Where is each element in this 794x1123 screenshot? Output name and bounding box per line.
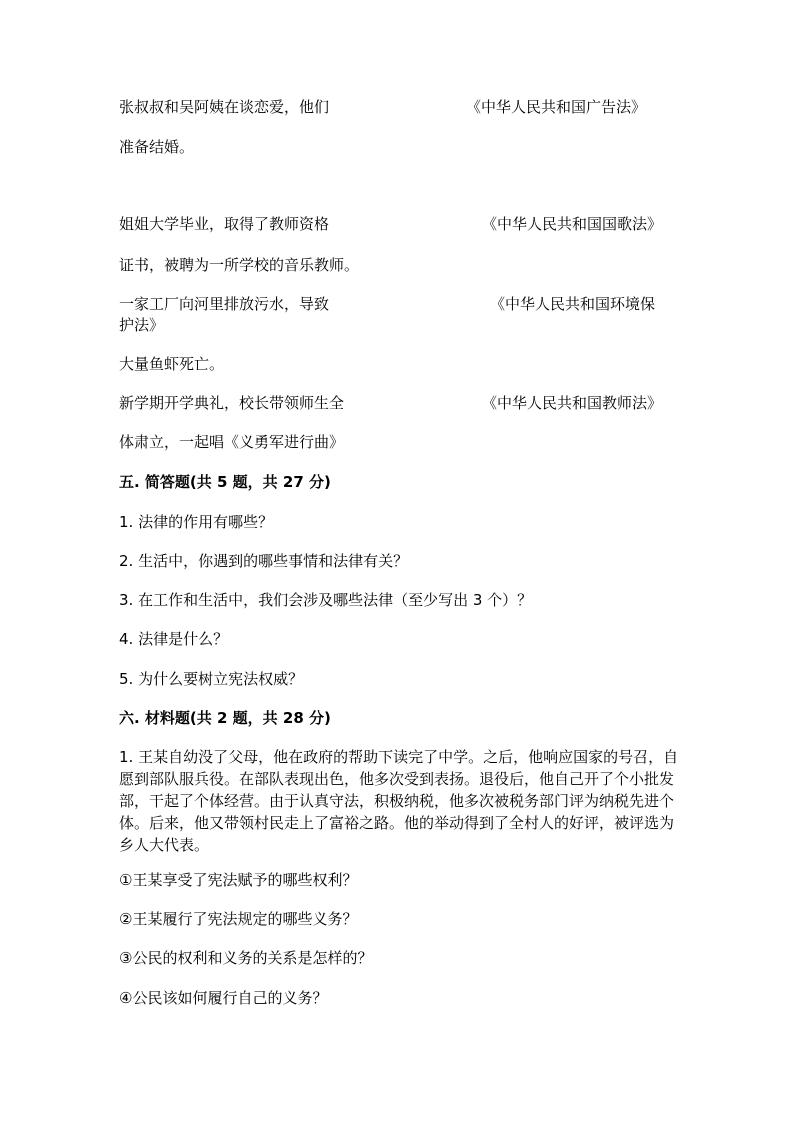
match-row2-left-line1: 姐姐大学毕业，取得了教师资格 <box>119 215 330 233</box>
match-row4-left-line2: 体肃立，一起唱《义勇军进行曲》 <box>119 433 345 451</box>
match-row1-left-line2: 准备结婚。 <box>119 138 195 156</box>
section5-question-2: 2. 生活中，你遇到的哪些事情和法律有关？ <box>119 552 409 570</box>
section6-material-paragraph: 1. 王某自幼没了父母，他在政府的帮助下读完了中学。之后，他响应国家的号召，自愿到部队服兵役。在部队表现出色，他多次受到表扬。退役后，他自己开了个小批发部，干起了个体经营。由于认真守法，积极纳税，他多次被税务部门评为纳税先进个体。后来，他又带领村民走上了富裕之路。他的举动得到了全村人的好评，被评选为乡人大代表。 <box>119 748 679 854</box>
section6-subquestion-2: ②王某履行了宪法规定的哪些义务？ <box>119 910 358 928</box>
section5-question-5: 5. 为什么要树立宪法权威？ <box>119 670 304 688</box>
match-row2-left-line2: 证书，被聘为一所学校的音乐教师。 <box>119 256 360 274</box>
section5-question-3: 3. 在工作和生活中，我们会涉及哪些法律（至少写出 3 个）？ <box>119 591 533 609</box>
match-row3-right-line2: 护法》 <box>119 316 165 334</box>
section6-subquestion-3: ③公民的权利和义务的关系是怎样的？ <box>119 949 373 967</box>
section6-title: 六. 材料题(共 2 题，共 28 分) <box>119 709 331 727</box>
match-row2-right: 《中华人民共和国国歌法》 <box>482 215 663 233</box>
section6-subquestion-4: ④公民该如何履行自己的义务？ <box>119 989 328 1007</box>
section5-question-1: 1. 法律的作用有哪些？ <box>119 513 274 531</box>
match-row4-left-line1: 新学期开学典礼，校长带领师生全 <box>119 394 345 412</box>
match-row1-left-line1: 张叔叔和吴阿姨在谈恋爱，他们 <box>119 98 330 116</box>
match-row4-right: 《中华人民共和国教师法》 <box>482 394 663 412</box>
section6-subquestion-1: ①王某享受了宪法赋予的哪些权利？ <box>119 871 358 889</box>
match-row3-left-line1: 一家工厂向河里排放污水，导致 <box>119 295 330 313</box>
section5-question-4: 4. 法律是什么？ <box>119 630 229 648</box>
match-row3-left-line2: 大量鱼虾死亡。 <box>119 355 225 373</box>
match-row1-right: 《中华人民共和国广告法》 <box>466 98 647 116</box>
section5-title: 五. 简答题(共 5 题，共 27 分) <box>119 473 331 491</box>
match-row3-right-line1: 《中华人民共和国环境保 <box>490 295 656 313</box>
